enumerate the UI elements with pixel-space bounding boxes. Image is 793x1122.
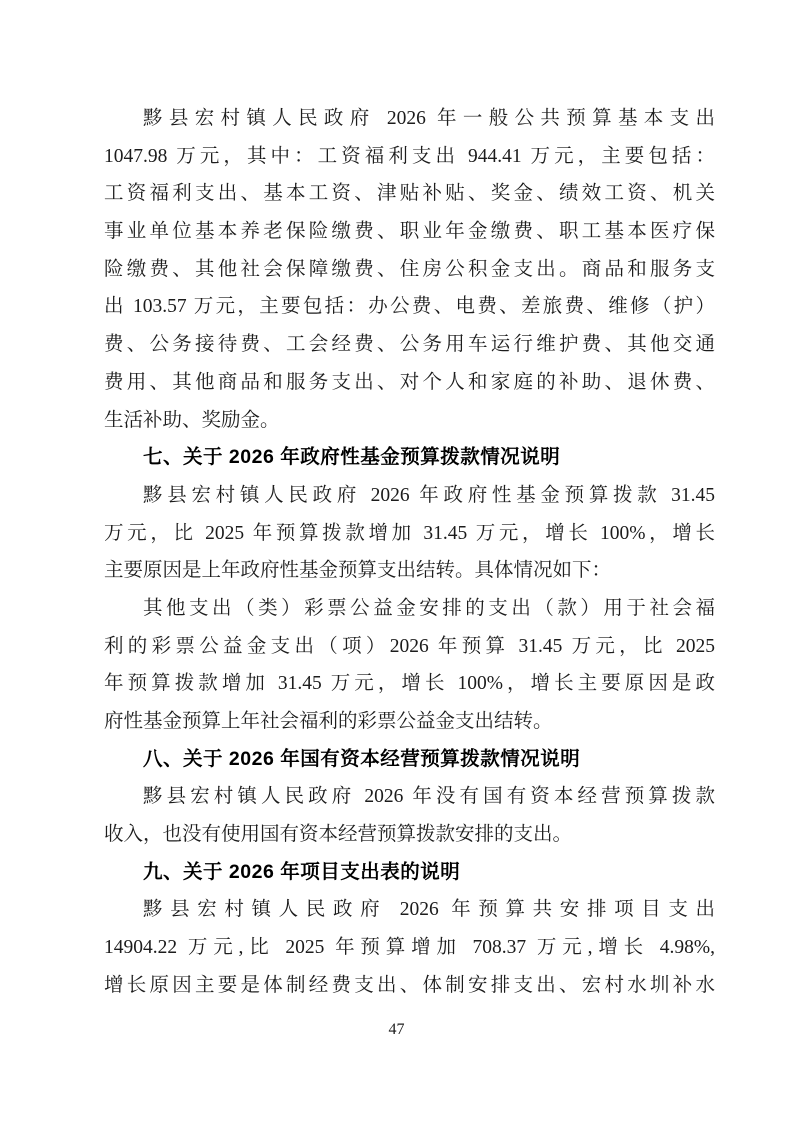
para-government-fund-allocation-line-1: 黟县宏村镇人民政府 2026 年政府性基金预算拨款 31.45: [143, 484, 715, 506]
heading-section-9-project-expenditure-table-line-1: 九、关于 2026 年项目支出表的说明: [143, 860, 461, 883]
para-lottery-public-welfare-expenditure-line-3: 年预算拨款增加 31.45 万元，增长 100%，增长主要原因是政: [104, 673, 715, 695]
document-body: [104, 100, 715, 1005]
para-state-capital-budget-line-1: 黟县宏村镇人民政府 2026 年没有国有资本经营预算拨款: [143, 786, 715, 808]
para-project-expenditure: [104, 891, 715, 1004]
para-government-fund-allocation: [104, 477, 715, 590]
para-general-public-budget-basic-expenditure-line-4: 事业单位基本养老保险缴费、职业年金缴费、职工基本医疗保: [104, 221, 715, 243]
para-general-public-budget-basic-expenditure-line-8: 费用、其他商品和服务支出、对个人和家庭的补助、退休费、: [104, 371, 715, 393]
para-government-fund-allocation-line-3: 主要原因是上年政府性基金预算支出结转。具体情况如下：: [104, 560, 612, 582]
para-general-public-budget-basic-expenditure-line-9: 生活补助、奖励金。: [104, 409, 280, 431]
para-general-public-budget-basic-expenditure-line-2: 1047.98 万元，其中：工资福利支出 944.41 万元，主要包括：: [104, 145, 715, 167]
heading-section-8-state-capital-budget: [104, 741, 715, 779]
para-government-fund-allocation-line-2: 万元，比 2025 年预算拨款增加 31.45 万元，增长 100%，增长: [104, 522, 715, 544]
para-general-public-budget-basic-expenditure-line-5: 险缴费、其他社会保障缴费、住房公积金支出。商品和服务支: [104, 258, 715, 280]
para-state-capital-budget-line-2: 收入，也没有使用国有资本经营预算拨款安排的支出。: [104, 824, 573, 846]
para-project-expenditure-line-3: 增长原因主要是体制经费支出、体制安排支出、宏村水圳补水: [104, 974, 715, 996]
para-state-capital-budget: [104, 778, 715, 853]
para-general-public-budget-basic-expenditure-line-6: 出 103.57 万元，主要包括：办公费、电费、差旅费、维修（护）: [104, 296, 715, 318]
para-general-public-budget-basic-expenditure-line-3: 工资福利支出、基本工资、津贴补贴、奖金、绩效工资、机关: [104, 183, 715, 205]
heading-section-9-project-expenditure-table: [104, 854, 715, 892]
para-general-public-budget-basic-expenditure-line-7: 费、公务接待费、工会经费、公务用车运行维护费、其他交通: [104, 334, 715, 356]
para-lottery-public-welfare-expenditure-line-1: 其他支出（类）彩票公益金安排的支出（款）用于社会福: [143, 597, 715, 619]
para-project-expenditure-line-2: 14904.22 万元,比 2025 年预算增加 708.37 万元,增长 4.98%,: [104, 937, 715, 959]
heading-section-8-state-capital-budget-line-1: 八、关于 2026 年国有资本经营预算拨款情况说明: [143, 747, 581, 770]
para-general-public-budget-basic-expenditure-line-1: 黟县宏村镇人民政府 2026 年一般公共预算基本支出: [143, 108, 715, 129]
heading-section-7-government-fund-budget: [104, 439, 715, 477]
para-lottery-public-welfare-expenditure: [104, 590, 715, 741]
para-project-expenditure-line-1: 黟县宏村镇人民政府 2026 年预算共安排项目支出: [143, 899, 715, 921]
heading-section-7-government-fund-budget-line-1: 七、关于 2026 年政府性基金预算拨款情况说明: [143, 446, 561, 469]
page-number: 47: [388, 1021, 405, 1038]
para-lottery-public-welfare-expenditure-line-4: 府性基金预算上年社会福利的彩票公益金支出结转。: [104, 711, 553, 732]
para-general-public-budget-basic-expenditure: [104, 100, 715, 439]
para-lottery-public-welfare-expenditure-line-2: 利的彩票公益金支出（项）2026 年预算 31.45 万元，比 2025: [104, 635, 715, 657]
